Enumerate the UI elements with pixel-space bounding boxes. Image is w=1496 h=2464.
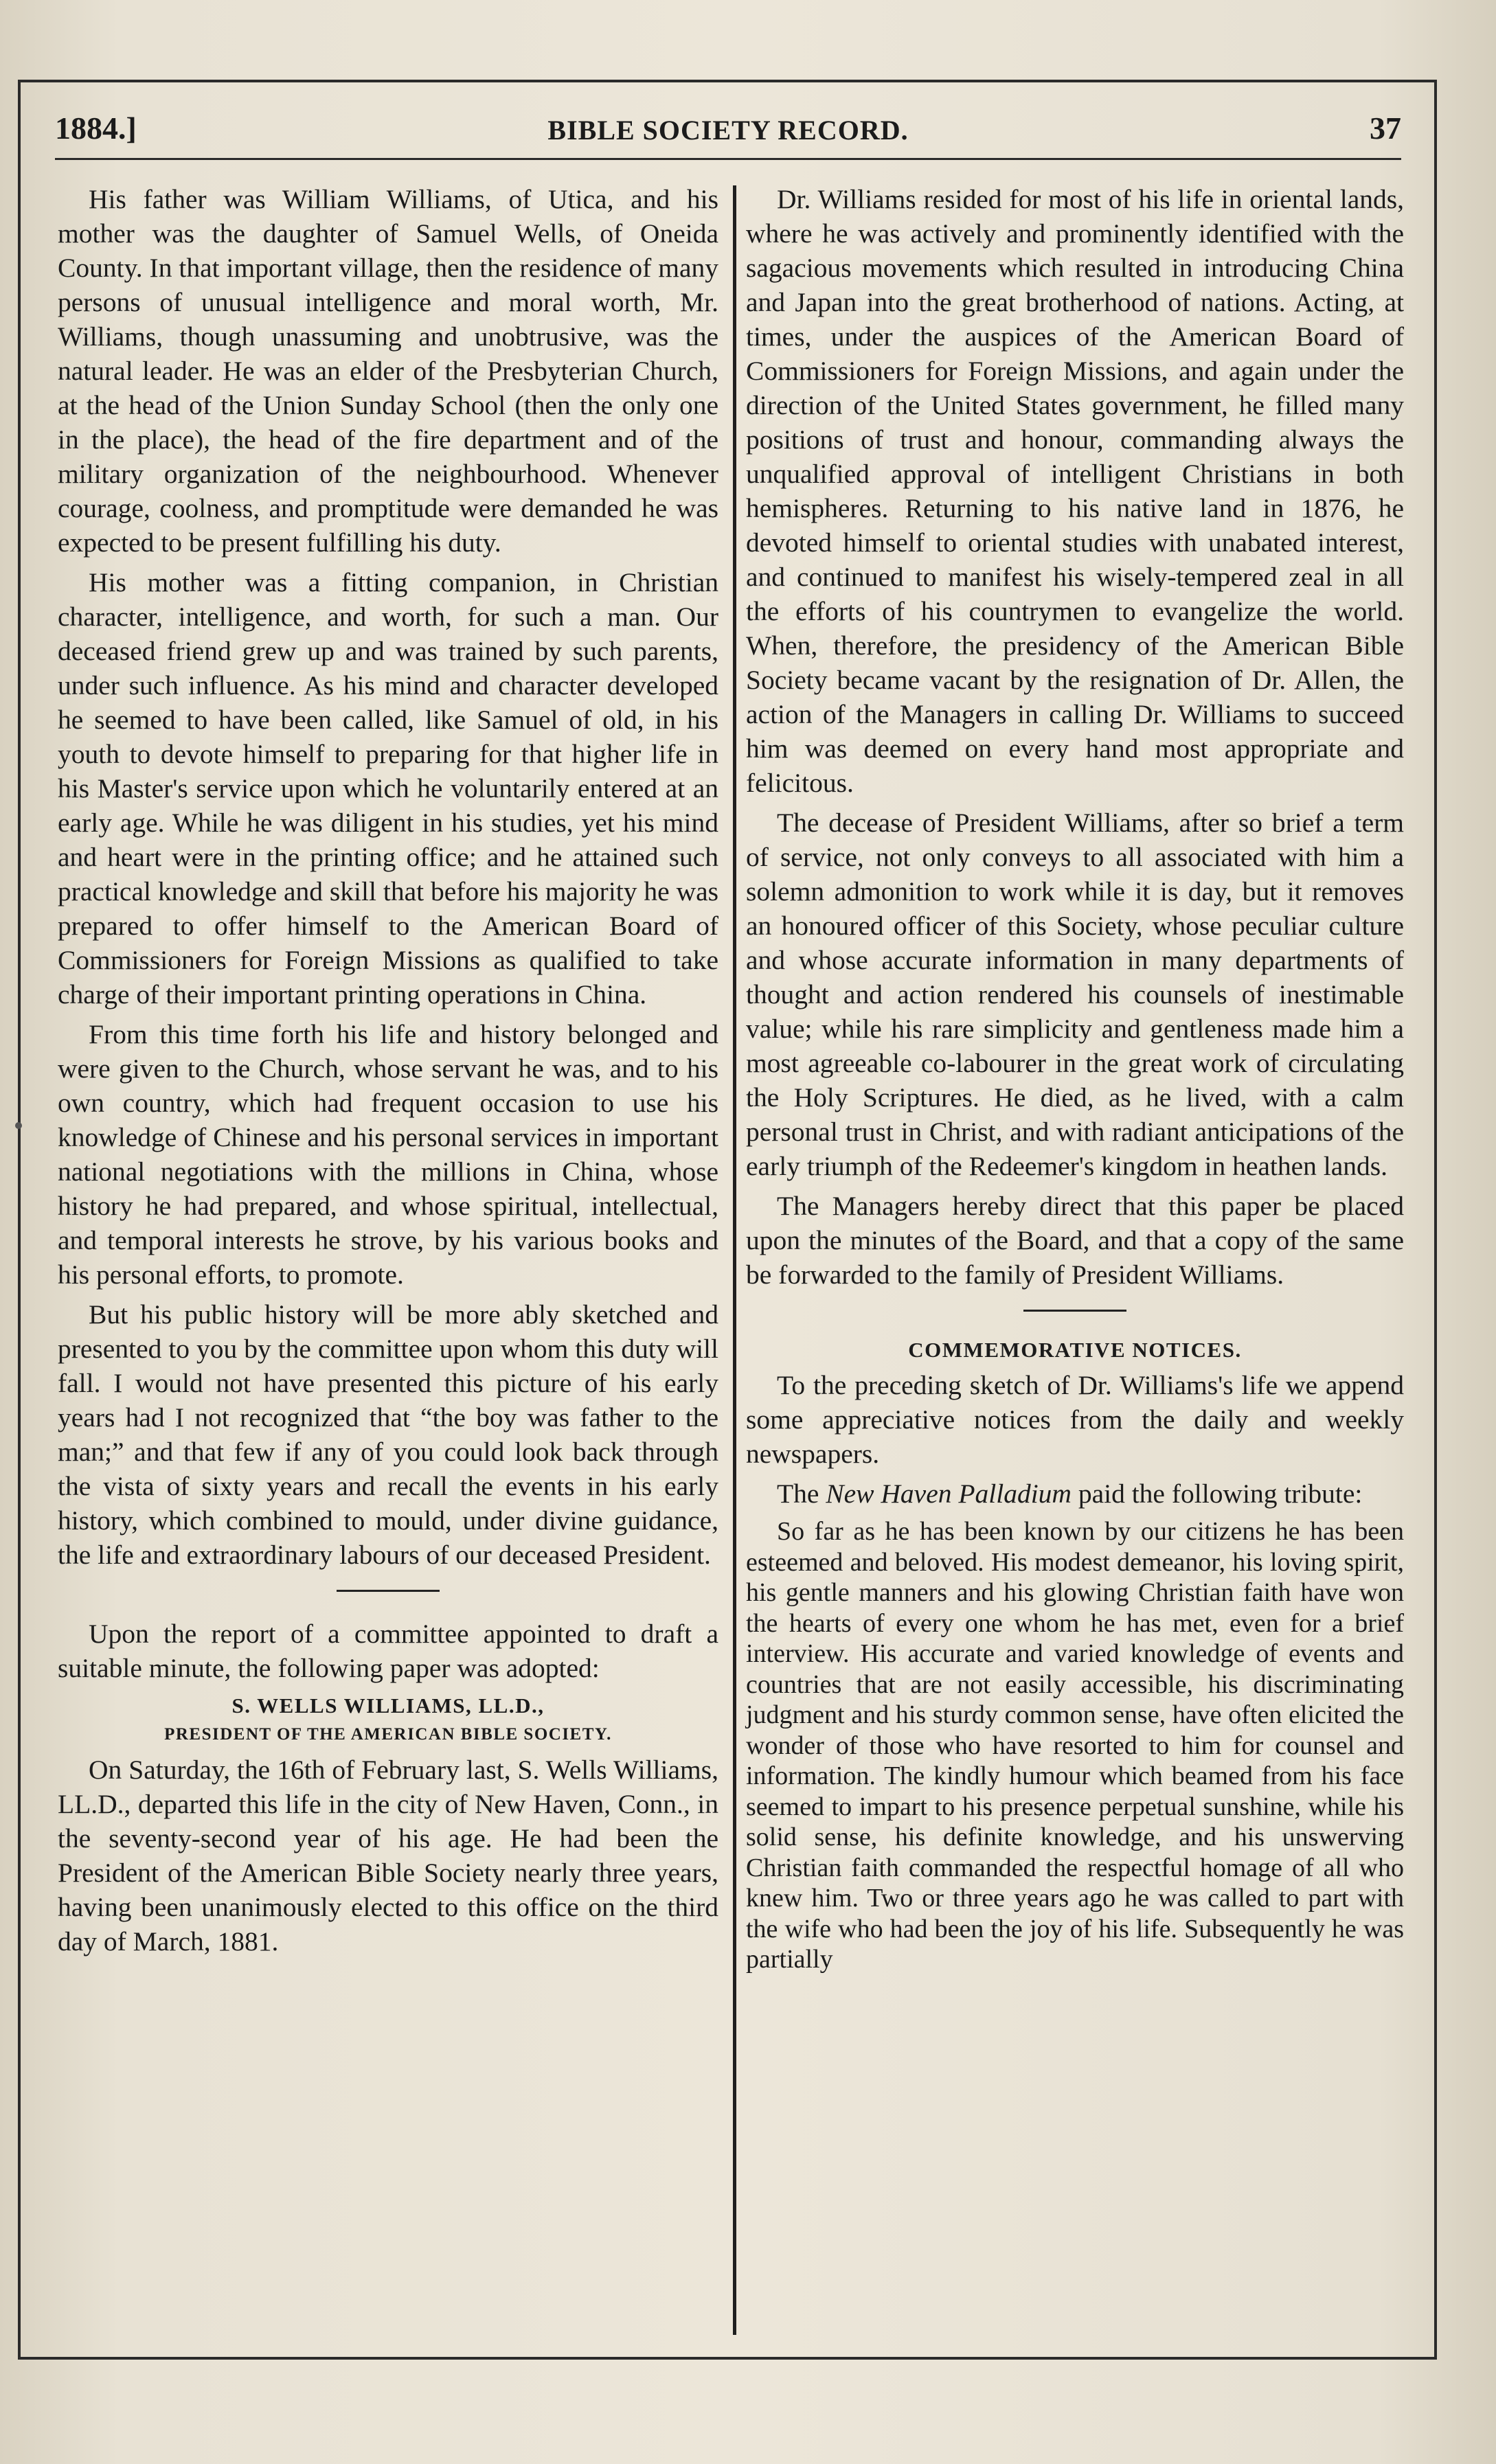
section-rule-right — [1023, 1310, 1126, 1312]
header-rule — [55, 158, 1401, 160]
right-column — [746, 182, 1404, 1981]
right-paragraph-3: The Managers hereby direct that this paper be placed upon the minutes of the Board, and that a copy of the same be forwarded to the family of President Williams. — [746, 1191, 1404, 1290]
right-paragraph-2: The decease of President Williams, after so brief a term of service, not only conveys to all associated with him a solemn admonition to work while it is day, but it removes an honoured officer of this Society, whose peculiar culture and whose accurate information in many departments of thought and action rendered his counsels of inestimable value; while his rare simplicity and gentleness made him a most agreeable co-labourer in the great work of circulating the Holy Scriptures. He died, as he lived, with a calm personal trust in Christ, and with radiant anticipations of the early triumph of the Redeemer's kingdom in heathen lands. — [746, 808, 1404, 1181]
left-paragraph-3: From this time forth his life and history belonged and were given to the Church, whose servant he was, and to his own country, which had frequent occasion to use his knowledge of Chinese and his personal services in important national negotiations with the millions in China, whose history he had prepared, and whose spiritual, intellectual, and temporal interests he strove, by his various books and his personal efforts, to promote. — [58, 1019, 718, 1290]
memorial-heading: S. WELLS WILLIAMS, LL.D., — [231, 1693, 545, 1718]
memorial-subheading: PRESIDENT OF THE AMERICAN BIBLE SOCIETY. — [164, 1725, 612, 1744]
header-title: BIBLE SOCIETY RECORD. — [547, 115, 909, 146]
tribute-intro-post: paid the following tribute: — [1071, 1479, 1363, 1509]
left-paragraph-2: His mother was a fitting companion, in Christian character, intelligence, and worth, for such a man. Our deceased friend grew up and was trained by such parents, under such influence. As his mind and character developed he seemed to have been called, like Samuel of old, in his youth to devote himself to preparing for that higher life in his Master's service upon which he voluntarily entered at an early age. While he was diligent in his studies, yet his mind and heart were in the printing office; and he attained such practical knowledge and skill that before his majority he was prepared to offer himself to the American Board of Commissioners for Foreign Missions as qualified to take charge of their important printing operations in China. — [58, 567, 718, 1009]
left-paragraph-1: His father was William Williams, of Utica, and his mother was the daughter of Samuel Wells, of Oneida County. In that important village, then the residence of many persons of unusual intelligence and moral worth, Mr. Williams, though unassuming and unobtrusive, was the natural leader. He was an elder of the Presbyterian Church, at the head of the Union Sunday School (then the only one in the place), the head of the fire department and of the military organization of the neighbourhood. Whenever courage, coolness, and promptitude were demanded he was expected to be present fulfilling his duty. — [58, 184, 718, 558]
left-column — [58, 182, 718, 1964]
newspaper-name: New Haven Palladium — [826, 1479, 1072, 1509]
running-header — [55, 110, 1401, 158]
tribute-intro-pre: The — [777, 1479, 826, 1509]
commemorative-heading: COMMEMORATIVE NOTICES. — [908, 1338, 1242, 1362]
right-paragraph-6-quote: So far as he has been known by our citizens he has been esteemed and beloved. His modest demeanor, his loving spirit, his gentle manners and his glowing Christian faith have won the hearts of every one whom he has met, even for a brief interview. His accurate and varied knowledge of events and countries that are not easily accessible, his discriminating judgment and his sturdy common sense, have often elicited the wonder of those who have resorted to him for counsel and information. The kindly humour which beamed from his face seemed to impart to his presence perpetual sunshine, while his solid sense, his definite knowledge, and his unswerving Christian faith commanded the respectful homage of all who knew him. Two or three years ago he was called to part with the wife who had been the joy of his life. Subsequently he was partially — [746, 1517, 1404, 1974]
right-paragraph-5 — [746, 1476, 1404, 1511]
left-paragraph-5: Upon the report of a committee appointed to draft a suitable minute, the following paper was adopted: — [58, 1619, 718, 1683]
right-paragraph-1: Dr. Williams resided for most of his life in oriental lands, where he was actively and prominently identified with the sagacious movements which resulted in introducing China and Japan into the great brotherhood of nations. Acting, at times, under the auspices of the American Board of Commissioners for Foreign Missions, and again under the direction of the United States government, he filled many positions of trust and honour, commanding always the unqualified approval of intelligent Christians in both hemispheres. Returning to his native land in 1876, he devoted himself to oriental studies with unabated interest, and continued to manifest his wisely-tempered zeal in all the efforts of his countrymen to evangelize the world. When, therefore, the presidency of the American Bible Society became vacant by the resignation of Dr. Allen, the action of the Managers in calling Dr. Williams to succeed him was deemed on every hand most appropriate and felicitous. — [746, 184, 1404, 798]
right-paragraph-4: To the preceding sketch of Dr. Williams's life we append some appreciative notices from the daily and weekly newspapers. — [746, 1370, 1404, 1469]
page-number: 37 — [1370, 111, 1401, 146]
section-rule — [337, 1590, 440, 1592]
left-paragraph-6: On Saturday, the 16th of February last, S. Wells Williams, LL.D., departed this life in the city of New Haven, Conn., in the seventy-second year of his age. He had been the President of the American Bible Society nearly three years, having been unanimously elected to this office on the third day of March, 1881. — [58, 1755, 718, 1957]
column-divider — [733, 185, 736, 2335]
left-paragraph-4: But his public history will be more ably sketched and presented to you by the committee upon whom this duty will fall. I would not have presented this picture of his early years had I not recognized that “the boy was father to the man;” and that few if any of you could look back through the vista of sixty years and recall the events in his early history, which combined to mould, under divine guidance, the life and extraordinary labours of our deceased President. — [58, 1299, 718, 1570]
margin-mark — [15, 1122, 22, 1129]
header-year: 1884.] — [55, 111, 137, 146]
